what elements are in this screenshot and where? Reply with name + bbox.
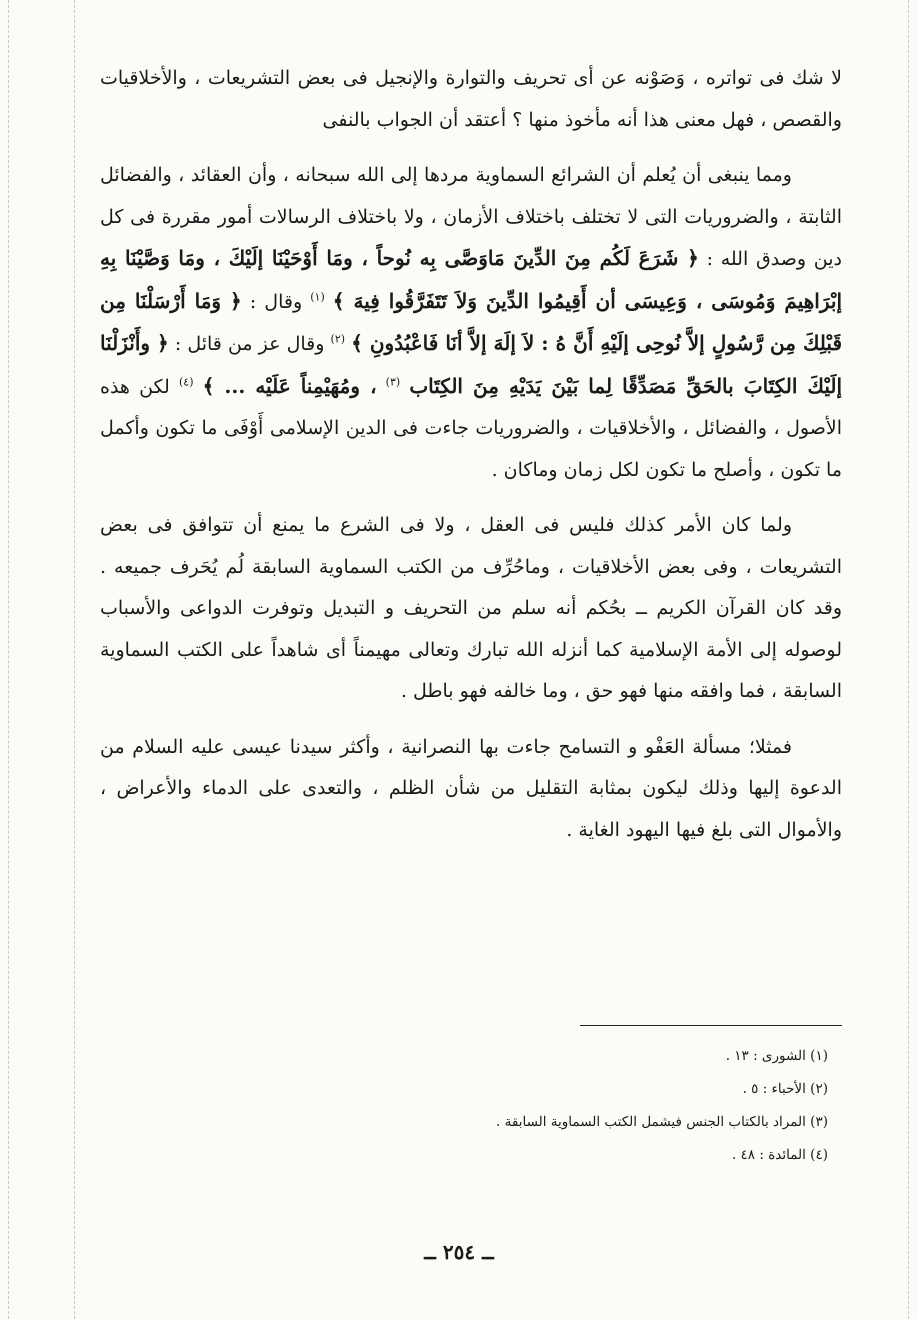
footnote-3: (٣) المراد بالكتاب الجنس فيشمل الكتب السماوية السابقة . xyxy=(496,1114,828,1130)
paragraph-3-text: ولما كان الأمر كذلك فليس فى العقل ، ولا فى الشرع ما يمنع أن تتوافق فى بعض التشريعات ، وفى بعض الأخلاقيات ، وماحُرِّف من الكتب السماوية السابقة لُم يُحَرف جميعه . وقد كان القرآن الكريم ــ بحُكم أنه سلم من التحريف و التبديل وتوفرت الدواعى والأسباب لوصوله إلى الأمة الإسلامية كما أنزله الله تبارك وتعالى مهيمناً أى شاهداً على الكتب السماوية السابقة ، فما وافقه منها فهو حق ، وما خالفه فهو باطل . xyxy=(100,514,842,702)
paragraph-1-text: لا شك فى تواتره ، وَصَوْنه عن أى تحريف والتوارة والإنجيل فى بعض التشريعات ، والأخلاقيات والقصص ، فهل معنى هذا أنه مأخوذ منها ؟ أعتقد أن الجواب بالنفى xyxy=(100,67,842,131)
paragraph-2-text-4: لكن هذه الأصول ، والفضائل ، والأخلاقيات ، والضروريات جاءت فى الدين الإسلامى أَوْفَى ما تكون وأكمل ما تكون ، وأصلح ما تكون لكل زمان وماكان . xyxy=(100,375,842,481)
paragraph-2-text-3: وقال عز من قائل : xyxy=(174,333,325,355)
footnote-1: (١) الشورى : ١٣ . xyxy=(725,1048,828,1064)
scan-guide-left-inner xyxy=(74,0,75,1319)
footnote-separator xyxy=(580,1025,842,1026)
paragraph-3 xyxy=(100,505,842,713)
quran-verse-1: ﴿ شَرَعَ لَكُم مِنَ الدِّينَ مَاوَصَّى بِه نُوحاً ، ومَا أَوْحَيْنَا إلَيْكَ ، ومَا وَصَّيْنَا بِهِ إبْرَاهِيمَ وَمُوسَى ، وَعِيسَى أن أَقِيمُوا الدِّينَ وَلاَ تَتَفَرَّقُوا فِيهَ ﴾ xyxy=(100,246,842,313)
paragraph-1 xyxy=(100,58,842,141)
paragraph-2 xyxy=(100,155,842,491)
paragraph-2-text-2: وقال : xyxy=(249,290,303,313)
main-text xyxy=(100,58,842,865)
footnote-2: (٢) الأحباء : ٥ . xyxy=(742,1081,828,1097)
quran-verse-4: ، ومُهَيْمِناً عَلَيْه ... ﴾ xyxy=(202,373,377,398)
paragraph-4-text: فمثلا؛ مسألة العَفْو و التسامح جاءت بها النصرانية ، وأكثر سيدنا عيسى عليه السلام من الدعوة إليها وذلك ليكون بمثابة التقليل من شأن الظلم ، والتعدى على الدماء والأعراض ، والأموال التى بلغ فيها اليهود الغاية . xyxy=(100,735,842,841)
footnote-ref-3: (٣) xyxy=(385,375,401,389)
quran-verse-3: ﴿ وأَنْزَلْنَا إلَيْكَ الكِتَابَ بالحَقِّ مَصَدِّقًا لِما بَيْنَ يَدَيْهِ مِنَ الكِتَاب xyxy=(100,331,843,398)
scan-guide-left xyxy=(8,0,9,1319)
page-number: ــ ٢٥٤ ــ xyxy=(424,1240,494,1264)
footnote-ref-1: (١) xyxy=(310,290,325,304)
paragraph-2-text-1: ومما ينبغى أن يُعلم أن الشرائع السماوية مردها إلى الله سبحانه ، وأن العقائد ، والفضائل الثابتة ، والضروريات التى لا تختلف باختلاف الأزمان ، ولا باختلاف الرسالات أمور مقررة فى كل دين وصدق الله : xyxy=(100,164,842,270)
paragraph-4 xyxy=(100,727,842,852)
scan-guide-right xyxy=(908,0,909,1319)
footnote-ref-2: (٢) xyxy=(330,332,346,346)
footnote-ref-4: (٤) xyxy=(178,375,194,389)
quran-verse-2: ﴿ وَمَا أَرْسَلْنَا مِن قَبْلِكَ مِن رَّسُولٍ إلاَّ نُوحِى إلَيْهِ أَنَّ هُ : لاَ إلَهَ إلاَّ أنَا فَاعْبُدُونِ ﴾ xyxy=(100,288,843,355)
footnote-4: (٤) المائدة : ٤٨ . xyxy=(731,1147,828,1163)
footnotes xyxy=(400,1040,828,1172)
